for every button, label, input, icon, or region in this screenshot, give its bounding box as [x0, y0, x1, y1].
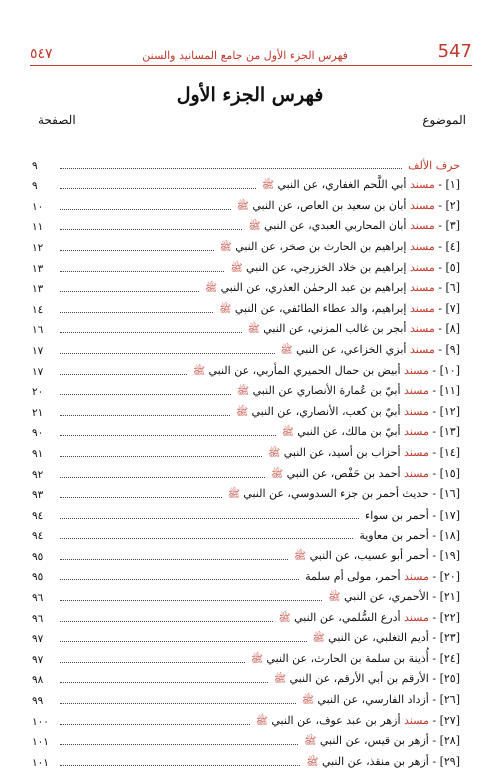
- toc-entry-number: [٦] -: [434, 281, 460, 295]
- toc-entry-number: [٤] -: [434, 239, 460, 253]
- toc-entry: [248, 322, 460, 337]
- toc-entry-text: حديث أحمر بن جزء السدوسي، عن النبي: [243, 487, 429, 501]
- toc-page-number: ٩: [32, 180, 38, 193]
- toc-entry-number: [١٥] -: [428, 466, 460, 480]
- toc-entry-keyword: مسند: [400, 713, 429, 727]
- toc-entry: [305, 570, 460, 584]
- toc-row: [32, 337, 460, 358]
- dot-leader: [60, 250, 214, 251]
- toc-entry-text: أُذينة بن سلمة بن الحارث، عن النبي: [266, 651, 429, 665]
- toc-entry-text: أدرع السُّلمي، عن النبي: [294, 610, 401, 624]
- toc-entry-text: أحمر، مولى أم سلمة: [305, 570, 401, 584]
- toc-entry-text: أبجر بن غالب المزني، عن النبي: [263, 322, 407, 336]
- toc-entry-keyword: مسند: [400, 570, 429, 584]
- toc-entry-text: أبي اللَّحم الغفاري، عن النبي: [277, 178, 407, 192]
- toc-entry-number: [١٨] -: [428, 529, 460, 543]
- toc-entry-number: [٢٩] -: [428, 754, 460, 768]
- toc-entry-keyword: مسند: [400, 384, 429, 398]
- toc-entry-number: [١٩] -: [428, 548, 460, 562]
- toc-entry-number: [١٧] -: [428, 508, 460, 522]
- toc-page-number: ١٠١: [32, 736, 49, 749]
- page-number: 547: [437, 41, 472, 62]
- toc-entry-text: أحمد بن حَفْص، عن النبي: [286, 466, 401, 480]
- toc-entry-text: أبيّ بن مالك، عن النبي: [297, 425, 401, 439]
- toc-entry-number: [٥] -: [434, 260, 460, 274]
- salutation-glyph: ﷺ: [255, 715, 268, 727]
- toc-entry: [313, 631, 460, 646]
- toc-row: [32, 379, 460, 400]
- toc-row: [32, 440, 460, 461]
- toc-row: [32, 255, 460, 276]
- dot-leader: [60, 353, 275, 354]
- toc-row: [32, 749, 460, 770]
- dot-leader: [60, 662, 245, 663]
- toc-entry: [230, 261, 460, 276]
- toc-entry: [219, 302, 460, 317]
- toc-entry-keyword: مسند: [406, 178, 435, 192]
- toc-entry-keyword: مسند: [406, 281, 435, 295]
- toc-row: [32, 214, 460, 235]
- salutation-glyph: ﷺ: [280, 344, 293, 356]
- page-number-arabic: ٥٤٧: [30, 46, 53, 62]
- toc-row: [32, 564, 460, 585]
- dot-leader: [60, 188, 256, 189]
- salutation-glyph: ﷺ: [248, 221, 261, 233]
- dot-leader: [60, 579, 299, 580]
- toc-page-number: ٢١: [32, 406, 44, 419]
- header-title: فهرس الجزء الأول من جامع المسانيد والسنن: [142, 49, 348, 62]
- toc-page-number: ٩٧: [32, 653, 44, 666]
- dot-leader: [60, 518, 359, 519]
- dot-leader: [60, 374, 187, 375]
- toc-entry: [256, 714, 460, 729]
- salutation-glyph: ﷺ: [237, 386, 250, 398]
- toc-entry-keyword: مسند: [400, 445, 429, 459]
- salutation-glyph: ﷺ: [204, 283, 218, 295]
- dot-leader: [60, 682, 268, 683]
- toc-entry: [193, 364, 460, 379]
- toc-entry: [282, 425, 460, 440]
- toc-row: [32, 605, 460, 626]
- toc-row: [32, 502, 460, 523]
- toc-row: [32, 523, 460, 544]
- salutation-glyph: ﷺ: [227, 489, 240, 501]
- toc-entry-keyword: مسند: [406, 260, 435, 274]
- toc-entry-text: إبراهيم بن خلاد الخزرجي، عن النبي: [246, 260, 407, 274]
- dot-leader: [60, 703, 296, 704]
- toc-entry-text: إبراهيم، والد عطاء الطائفي، عن النبي: [234, 301, 407, 315]
- toc-row: [32, 358, 460, 379]
- toc-entry: [365, 509, 460, 523]
- toc-entry-keyword: مسند: [400, 404, 429, 418]
- toc-entry-text: أبيض بن حمال الحميري المأربي، عن النبي: [208, 363, 401, 377]
- dot-leader: [60, 456, 262, 457]
- toc-entry: [262, 178, 460, 193]
- toc-entry: [279, 611, 460, 626]
- toc-entry-number: [١] -: [434, 178, 460, 192]
- toc-page-number: ١١: [32, 221, 44, 234]
- toc-entry: [271, 467, 460, 482]
- salutation-glyph: ﷺ: [273, 674, 286, 686]
- toc-entry: [408, 159, 460, 173]
- toc-row: [32, 234, 460, 255]
- toc-entry-text: أحزاب بن أسيد، عن النبي: [283, 445, 401, 459]
- toc-entry-keyword: مسند: [406, 219, 435, 233]
- salutation-glyph: ﷺ: [230, 262, 243, 274]
- salutation-glyph: ﷺ: [328, 592, 341, 604]
- toc-entry-keyword: مسند: [406, 198, 435, 212]
- salutation-glyph: ﷺ: [235, 406, 249, 418]
- toc-row: [32, 482, 460, 503]
- salutation-glyph: ﷺ: [312, 633, 325, 645]
- toc-entry-text: أحمر أبو عسيب، عن النبي: [309, 548, 429, 562]
- toc-page-number: ١٣: [32, 283, 44, 296]
- dot-leader: [60, 332, 242, 333]
- toc-row: [32, 173, 460, 194]
- toc-entry-number: [٢] -: [434, 198, 460, 212]
- dot-leader: [60, 765, 300, 766]
- dot-leader: [60, 724, 250, 725]
- toc-entry: [306, 755, 460, 770]
- toc-row: [32, 317, 460, 338]
- toc-page-number: ٩٧: [32, 633, 44, 646]
- toc-entry-number: [٩] -: [434, 342, 460, 356]
- dot-leader: [60, 415, 230, 416]
- salutation-glyph: ﷺ: [306, 756, 319, 768]
- toc-page-number: ١٠: [32, 200, 44, 213]
- dot-leader: [60, 229, 242, 230]
- toc-entry: [248, 219, 460, 234]
- toc-entry-text: إبراهيم بن عبد الرحمٰن العذري، عن النبي: [220, 281, 407, 295]
- salutation-glyph: ﷺ: [281, 427, 294, 439]
- toc-row: [32, 296, 460, 317]
- section-heading: [32, 152, 460, 173]
- toc-entry-number: [٢١] -: [428, 590, 460, 604]
- column-headers: [38, 113, 466, 127]
- toc-page-number: ١٠٠: [32, 715, 49, 728]
- toc-entry-number: [٣] -: [434, 219, 460, 233]
- toc-page-number: ٩٣: [32, 489, 44, 502]
- toc-page-number: ٩٩: [32, 695, 44, 708]
- toc-entry-text: أبيّ بن عُمارة الأنصاري عن النبي: [252, 384, 401, 398]
- toc-entry: [237, 384, 460, 399]
- dot-leader: [60, 641, 307, 642]
- salutation-glyph: ﷺ: [304, 736, 317, 748]
- toc-entry-text: أحمر بن سواء: [365, 508, 429, 522]
- toc-entry-text: إبراهيم بن الحارث بن صخر، عن النبي: [235, 239, 407, 253]
- toc-entry-text: أديم التغلبي، عن النبي: [328, 631, 429, 645]
- toc-page-number: ١٠١: [32, 756, 49, 769]
- salutation-glyph: ﷺ: [261, 180, 274, 192]
- table-of-contents: [32, 152, 460, 770]
- toc-row: [32, 708, 460, 729]
- dot-leader: [60, 538, 353, 539]
- toc-entry: [281, 343, 460, 358]
- toc-entry-keyword: مسند: [406, 239, 435, 253]
- salutation-glyph: ﷺ: [268, 447, 281, 459]
- toc-row: [32, 461, 460, 482]
- dot-leader: [60, 559, 288, 560]
- toc-page-number: ١٢: [32, 241, 44, 254]
- toc-entry-number: [٢٧] -: [428, 713, 460, 727]
- salutation-glyph: ﷺ: [278, 612, 291, 624]
- salutation-glyph: ﷺ: [301, 695, 314, 707]
- toc-row: [32, 626, 460, 647]
- dot-leader: [60, 168, 402, 169]
- salutation-glyph: ﷺ: [236, 200, 249, 212]
- toc-entry-number: [٢٤] -: [428, 651, 460, 665]
- toc-entry: [220, 240, 460, 255]
- toc-entry-text: أبيّ بن كعب، الأنصاري، عن النبي: [251, 404, 401, 418]
- toc-entry: [274, 672, 460, 687]
- toc-page-number: ٩٢: [32, 468, 44, 481]
- toc-entry-number: [١٣] -: [428, 425, 460, 439]
- toc-row: [32, 543, 460, 564]
- toc-entry: [359, 529, 460, 543]
- toc-entry-text: أبان المحاربي العبدي، عن النبي: [264, 219, 407, 233]
- toc-entry: [302, 693, 460, 708]
- toc-page-number: ٩١: [32, 447, 44, 460]
- toc-entry: [294, 549, 460, 564]
- toc-page-number: ١٦: [32, 324, 44, 337]
- toc-page-number: ١٣: [32, 262, 44, 275]
- toc-entry-number: [٧] -: [434, 301, 460, 315]
- salutation-glyph: ﷺ: [250, 653, 263, 665]
- dot-leader: [60, 291, 199, 292]
- toc-row: [32, 193, 460, 214]
- toc-entry: [237, 199, 460, 214]
- toc-entry-keyword: مسند: [400, 466, 429, 480]
- toc-entry-keyword: مسند: [400, 610, 429, 624]
- toc-row: [32, 276, 460, 297]
- toc-page-number: ٩٤: [32, 509, 44, 522]
- dot-leader: [60, 497, 222, 498]
- toc-entry-keyword: مسند: [400, 425, 429, 439]
- dot-leader: [60, 621, 273, 622]
- toc-entry: [228, 487, 460, 502]
- toc-entry-number: [٢٥] -: [428, 672, 460, 686]
- toc-entry-text: الأحمري، عن النبي: [343, 590, 429, 604]
- toc-entry-text: أزهر بن قيس، عن النبي: [319, 734, 429, 748]
- toc-page-number: ٩٦: [32, 592, 44, 605]
- toc-entry: [236, 405, 460, 420]
- toc-page-number: ٩٦: [32, 612, 44, 625]
- toc-entry-text: أزهر بن عبد عوف، عن النبي: [271, 713, 401, 727]
- toc-page-number: ١٤: [32, 303, 44, 316]
- toc-entry: [205, 281, 460, 296]
- toc-entry-number: [٢٦] -: [428, 693, 460, 707]
- dot-leader: [60, 312, 213, 313]
- toc-row: [32, 667, 460, 688]
- running-header: [30, 40, 472, 66]
- toc-entry-text: حرف الألف: [408, 158, 460, 172]
- toc-entry-text: أزداد الفارسي، عن النبي: [317, 693, 429, 707]
- toc-entry-keyword: مسند: [400, 363, 429, 377]
- toc-row: [32, 399, 460, 420]
- toc-entry-number: [١٢] -: [428, 404, 460, 418]
- toc-row: [32, 420, 460, 441]
- toc-entry-number: [٢٢] -: [428, 610, 460, 624]
- toc-page-number: ٩٠: [32, 427, 44, 440]
- dot-leader: [60, 477, 265, 478]
- toc-page-number: ٩٤: [32, 530, 44, 543]
- toc-entry: [268, 446, 460, 461]
- dot-leader: [60, 209, 231, 210]
- salutation-glyph: ﷺ: [219, 303, 232, 315]
- salutation-glyph: ﷺ: [271, 468, 284, 480]
- toc-entry: [304, 734, 460, 749]
- toc-entry-keyword: مسند: [406, 322, 435, 336]
- column-header-page: الصفحة: [38, 113, 76, 127]
- salutation-glyph: ﷺ: [219, 241, 232, 253]
- salutation-glyph: ﷺ: [247, 324, 260, 336]
- salutation-glyph: ﷺ: [293, 550, 307, 562]
- toc-row: [32, 584, 460, 605]
- toc-entry-keyword: مسند: [406, 301, 435, 315]
- toc-entry-number: [٢٣] -: [428, 631, 460, 645]
- dot-leader: [60, 435, 276, 436]
- toc-entry: [251, 652, 460, 667]
- toc-entry-number: [١٤] -: [428, 445, 460, 459]
- toc-row: [32, 687, 460, 708]
- toc-page-number: ٩٨: [32, 674, 44, 687]
- toc-entry-keyword: مسند: [406, 342, 435, 356]
- dot-leader: [60, 744, 298, 745]
- column-header-topic: الموضوع: [422, 113, 466, 127]
- toc-entry: [328, 590, 460, 605]
- toc-page-number: ٩٥: [32, 571, 44, 584]
- toc-entry-number: [٢٠] -: [428, 570, 460, 584]
- toc-entry-number: [٨] -: [434, 322, 460, 336]
- toc-entry-number: [١١] -: [428, 384, 460, 398]
- toc-entry-number: [٢٨] -: [428, 734, 460, 748]
- dot-leader: [60, 600, 322, 601]
- toc-page-number: ١٧: [32, 365, 44, 378]
- toc-row: [32, 646, 460, 667]
- toc-entry-text: الأرقم بن أبي الأرقم، عن النبي: [289, 672, 429, 686]
- toc-page-number: ١٧: [32, 344, 44, 357]
- toc-entry-text: أبان بن سعيد بن العاص، عن النبي: [252, 198, 407, 212]
- dot-leader: [60, 394, 231, 395]
- toc-entry-number: [١٦] -: [428, 487, 460, 501]
- toc-row: [32, 729, 460, 750]
- salutation-glyph: ﷺ: [192, 365, 205, 377]
- toc-page-number: ٢٠: [32, 386, 44, 399]
- index-title: فهرس الجزء الأول: [176, 84, 324, 106]
- toc-entry-text: أبزي الخزاعي، عن النبي: [296, 342, 407, 356]
- dot-leader: [60, 271, 224, 272]
- toc-entry-text: أحمر بن معاوية: [359, 529, 429, 543]
- toc-entry-number: [١٠] -: [428, 363, 460, 377]
- toc-entry-text: أزهر بن منقذ، عن النبي: [321, 754, 429, 768]
- toc-page-number: ٩: [32, 159, 38, 172]
- toc-page-number: ٩٥: [32, 550, 44, 563]
